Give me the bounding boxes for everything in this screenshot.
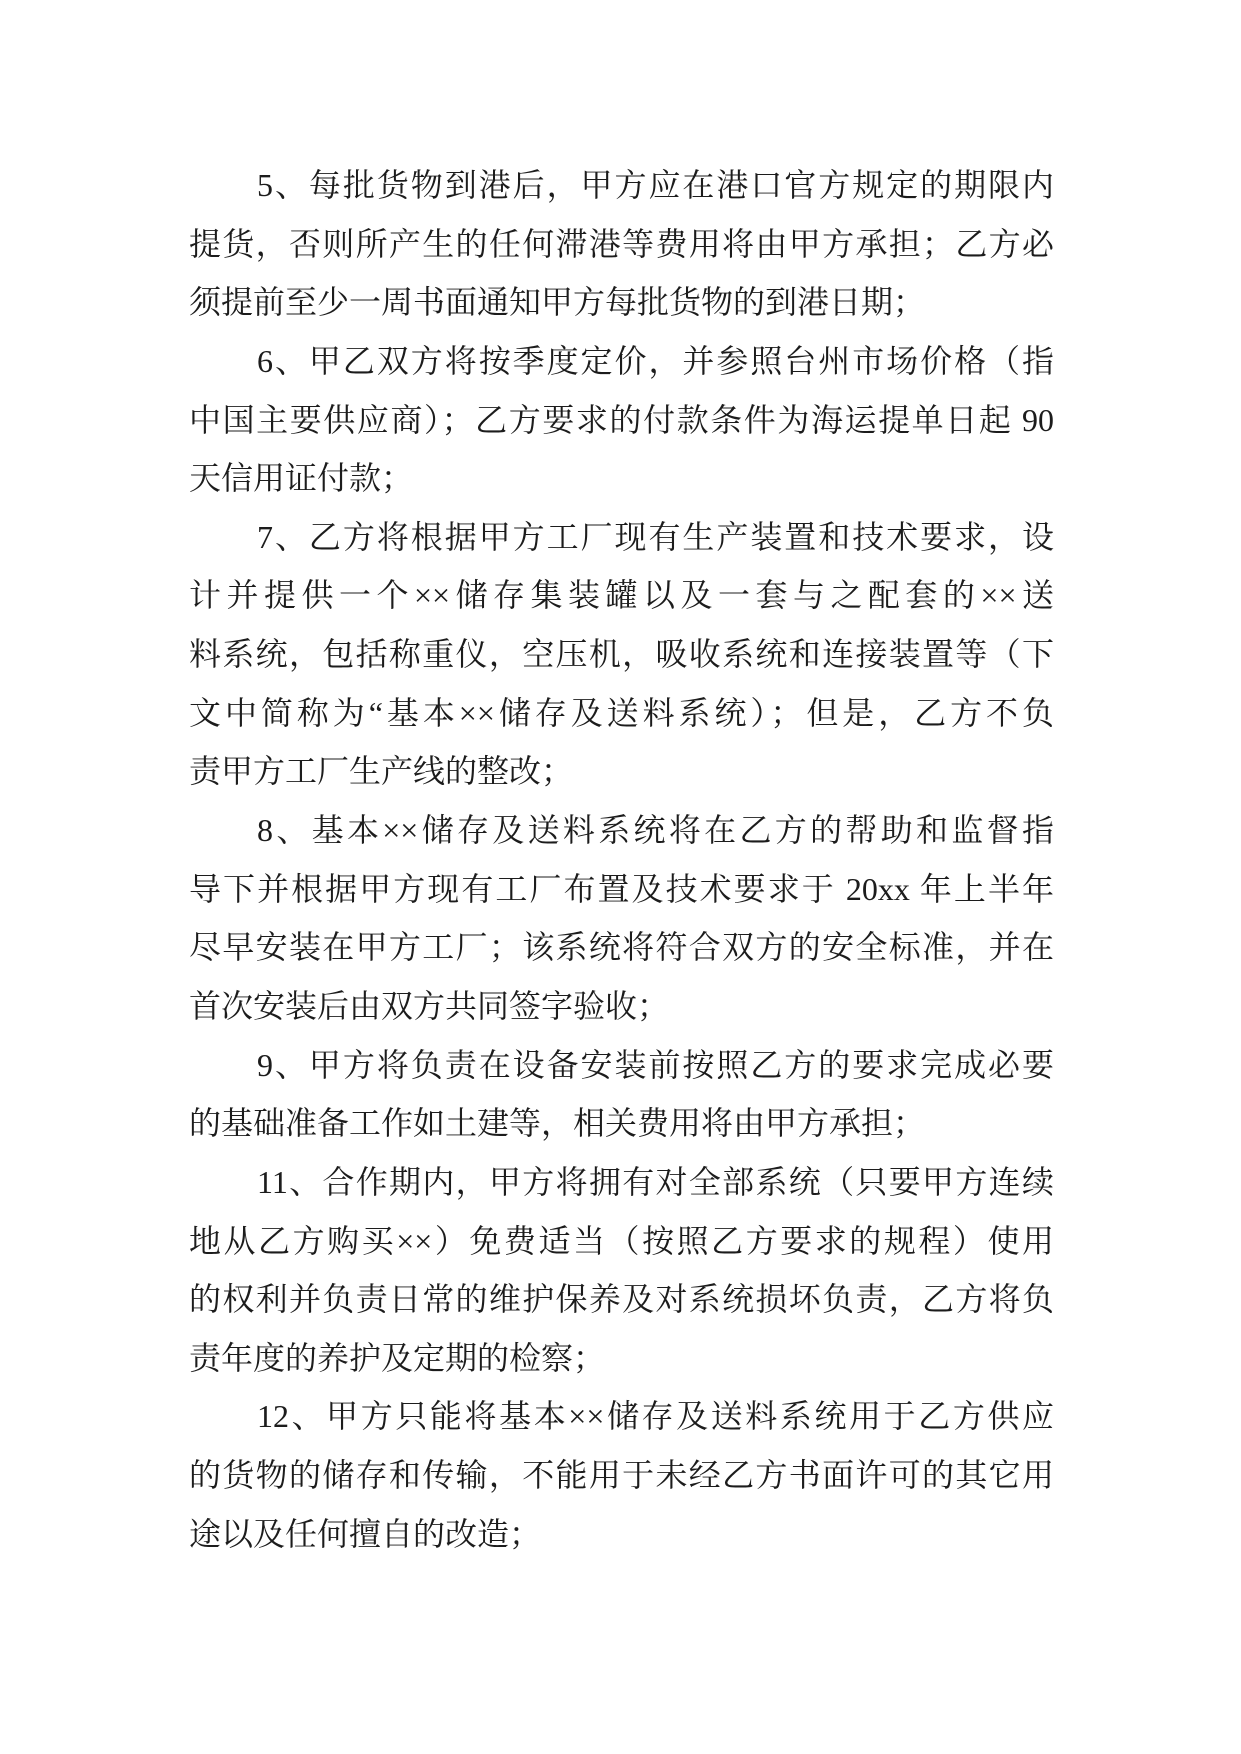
clause-line: 提货，否则所产生的任何滞港等费用将由甲方承担；乙方必 xyxy=(189,225,1054,262)
clause-7 xyxy=(189,508,1054,801)
clause-line: 5、每批货物到港后，甲方应在港口官方规定的期限内 xyxy=(257,167,1054,203)
clause-line: 的货物的储存和传输，不能用于未经乙方书面许可的其它用 xyxy=(189,1457,1054,1494)
clause-line: 9、甲方将负责在设备安装前按照乙方的要求完成必要 xyxy=(257,1046,1054,1083)
clause-6 xyxy=(189,332,1054,508)
clause-12 xyxy=(189,1387,1054,1563)
clause-line: 首次安装后由双方共同签字验收； xyxy=(189,987,670,1024)
clause-line: 计并提供一个××储存集装罐以及一套与之配套的××送 xyxy=(189,577,1054,614)
clause-line: 6、甲乙双方将按季度定价，并参照台州市场价格（指 xyxy=(257,342,1054,379)
clause-line: 地从乙方购买××）免费适当（按照乙方要求的规程）使用 xyxy=(189,1222,1054,1259)
clause-line: 尽早安装在甲方工厂；该系统将符合双方的安全标准，并在 xyxy=(189,929,1054,966)
clause-11 xyxy=(189,1153,1054,1388)
clause-line: 责甲方工厂生产线的整改； xyxy=(189,753,574,790)
clause-line: 的基础准备工作如土建等，相关费用将由甲方承担； xyxy=(189,1105,926,1142)
clause-line: 的权利并负责日常的维护保养及对系统损坏负责，乙方将负 xyxy=(189,1281,1054,1318)
clause-line: 料系统，包括称重仪，空压机，吸收系统和连接装置等（下 xyxy=(189,636,1054,673)
clause-8 xyxy=(189,801,1054,1036)
clause-line: 导下并根据甲方现有工厂布置及技术要求于 20xx 年上半年 xyxy=(189,870,1054,907)
clause-line: 天信用证付款； xyxy=(189,460,414,497)
clause-5 xyxy=(189,156,1054,332)
clause-line: 责年度的养护及定期的检察； xyxy=(189,1339,606,1376)
clause-line: 11、合作期内，甲方将拥有对全部系统（只要甲方连续 xyxy=(257,1163,1054,1200)
clause-line: 文中简称为“基本××储存及送料系统）；但是，乙方不负 xyxy=(189,694,1054,731)
clause-line: 途以及任何擅自的改造； xyxy=(189,1515,542,1552)
clause-9 xyxy=(189,1036,1054,1153)
clause-line: 中国主要供应商）；乙方要求的付款条件为海运提单日起 90 xyxy=(189,401,1054,438)
clause-line: 12、甲方只能将基本××储存及送料系统用于乙方供应 xyxy=(257,1398,1054,1435)
clause-line: 8、基本××储存及送料系统将在乙方的帮助和监督指 xyxy=(257,812,1054,849)
clause-line: 须提前至少一周书面通知甲方每批货物的到港日期； xyxy=(189,284,926,321)
clause-line: 7、乙方将根据甲方工厂现有生产装置和技术要求，设 xyxy=(257,518,1054,555)
document-body xyxy=(189,156,1054,1563)
